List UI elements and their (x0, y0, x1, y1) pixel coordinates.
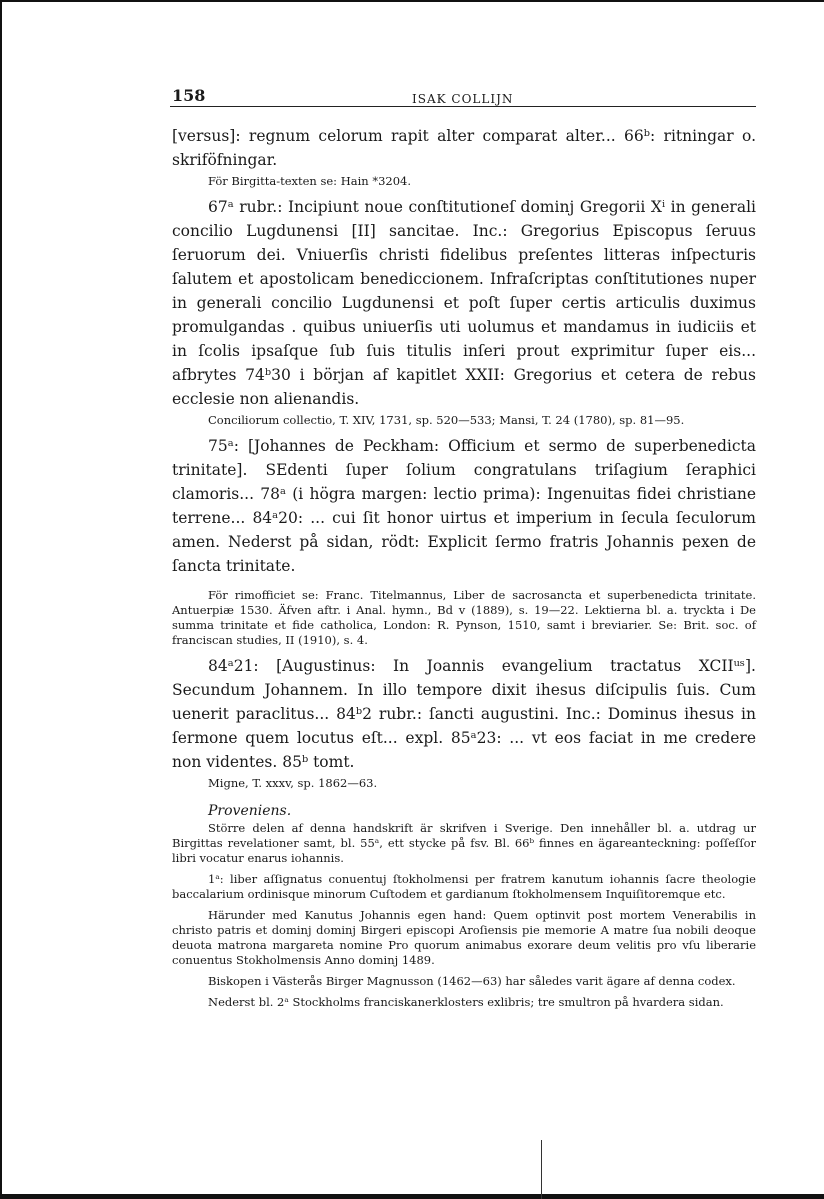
scan-edge-top (0, 0, 824, 2)
note-conciliorum: Conciliorum collectio, T. XIV, 1731, sp. 520—533; Mansi, T. 24 (1780), sp. 81—95. (208, 413, 685, 427)
note-rimofficiet: För rimofficiet se: Franc. Titelmannus, Liber de sacrosancta et superbenedicta trinitate. Antuerpiæ 1530. Äfven aftr. i Anal. hymn., Bd v (1889), s. 19—22. Lektierna bl. a. tryckta i De summa trinitate et fide catholica, London: R. Pynson, 1510, samt i breviarier. Se: Brit. soc. of franciscan studies, II (1910), s. 4. (172, 588, 756, 647)
provenance-paragraph: 1ᵃ: liber aſſignatus conuentuj ſtokholmensi per fratrem kanutum iohannis ſacre theologie baccalarium ordinisque minorum Cuſtodem et gardianum ſtokholmensem Inquiſitoremque etc. (172, 872, 756, 901)
scan-edge-left (0, 0, 2, 1199)
running-head: ISAK COLLIJN (412, 92, 514, 106)
paragraph-84a21: 84ᵃ21: [Augustinus: In Joannis evangelium tractatus XCIIᵘˢ]. Secundum Johannem. In illo tempore dixit ihesus diſcipulis ſuis. Cum uenerit paraclitus... 84ᵇ2 rubr.: ſancti augustini. Inc.: Dominus ihesus in ſermone quem locutus eſt... expl. 85ᵃ23: ... vt eos faciat in me credere non videntes. 85ᵇ tomt. (172, 657, 756, 771)
note-migne: Migne, T. xxxv, sp. 1862—63. (208, 776, 378, 790)
paragraph-75a: 75ᵃ: [Johannes de Peckham: Officium et sermo de superbenedicta trinitate]. SEdenti ſuper ſolium congratulans triſagium ſeraphici clamoris... 78ᵃ (i högra margen: lectio prima): Ingenuitas fidei christiane terrene... 84ᵃ20: ... cui ſit honor uirtus et imperium in ſecula ſeculorum amen. Nederst på sidan, rödt: Explicit ſermo fratris Johannis pexen de ſancta trinitate. (172, 437, 756, 575)
page-number: 158 (172, 86, 206, 105)
provenance-paragraph: Nederst bl. 2ᵃ Stockholms franciskanerklosters exlibris; tre smultron på hvardera sidan. (208, 995, 724, 1009)
provenance-paragraph: Biskopen i Västerås Birger Magnusson (1462—63) har således varit ägare af denna codex. (208, 974, 736, 988)
note-birgitta: För Birgitta-texten se: Hain *3204. (208, 174, 412, 188)
page-body (172, 124, 756, 1016)
paragraph-versus: [versus]: regnum celorum rapit alter comparat alter... 66ᵇ: ritningar o. skriföfningar. (172, 127, 756, 169)
provenance-paragraph: Härunder med Kanutus Johannis egen hand: Quem optinvit post mortem Venerabilis in christo patris et dominj dominj Birgeri episcopi Aroſiensis pie memorie A matre ſua nobili deoque deuota matrona margareta nomine Pro quorum animabus exorare deum velitis pro vſu liberarie conuentus Stokholmensis Anno dominj 1489. (172, 908, 756, 967)
paragraph-67a: 67ᵃ rubr.: Incipiunt noue conſtitutioneſ dominj Gregorii Xⁱ in generali concilio Lugdunensi [II] sancitae. Inc.: Gregorius Episcopus ſeruus ſeruorum dei. Vniuerſis christi fidelibus preſentes litteras inſpecturis ſalutem et apostolicam benediccionem. Infraſcriptas conſtitutiones nuper in generali concilio Lugdunensi et poſt ſuper certis articulis duximus promulgandas . quibus uniuerſis uti uolumus et mandamus in iudiciis et in ſcolis ipsaſque ſub ſuis titulis inſeri prout exprimitur ſuper eis... afbrytes 74ᵇ30 i början af kapitlet XXII: Gregorius et cetera de rebus ecclesie non alienandis. (172, 198, 756, 408)
provenance-paragraph: Större delen af denna handskrift är skrifven i Sverige. Den innehåller bl. a. utdrag ur Birgittas revelationer samt, bl. 55ᵃ, ett stycke på fsv. Bl. 66ᵇ finnes en ägareanteckning: poſſeſſor libri vocatur enarus iohannis. (172, 821, 756, 865)
scan-edge-bottom (0, 1194, 824, 1199)
header-rule (170, 106, 756, 107)
gutter-line (541, 1140, 542, 1199)
provenance-heading: Proveniens. (208, 803, 292, 819)
